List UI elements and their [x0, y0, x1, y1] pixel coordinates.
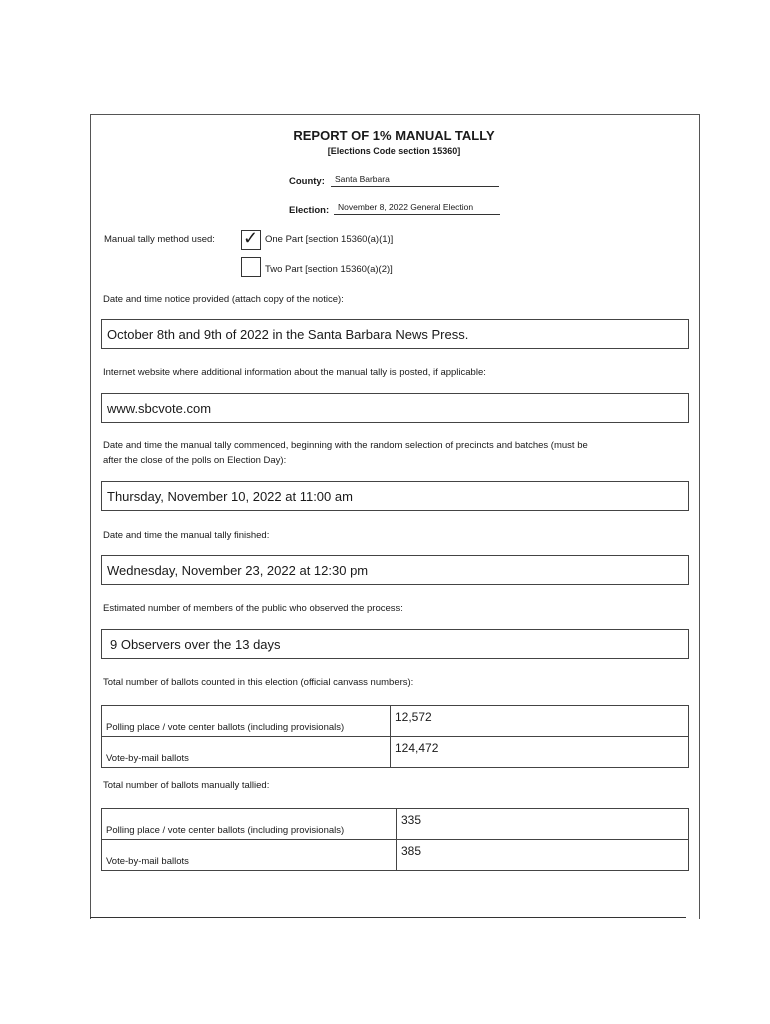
commenced-field[interactable]: Thursday, November 10, 2022 at 11:00 am — [101, 481, 689, 511]
vote-by-mail-tallied-label: Vote-by-mail ballots — [102, 840, 397, 871]
website-field[interactable]: www.sbcvote.com — [101, 393, 689, 423]
county-label: County: — [289, 176, 325, 187]
polling-place-tallied-count[interactable]: 335 — [397, 809, 689, 840]
report-title: REPORT OF 1% MANUAL TALLY — [293, 128, 495, 143]
commenced-label-line2: after the close of the polls on Election Day): — [103, 455, 287, 466]
finished-field[interactable]: Wednesday, November 23, 2022 at 12:30 pm — [101, 555, 689, 585]
election-field[interactable]: November 8, 2022 General Election — [334, 202, 500, 215]
two-part-label: Two Part [section 15360(a)(2)] — [265, 264, 393, 275]
method-label: Manual tally method used: — [104, 234, 215, 245]
report-subtitle: [Elections Code section 15360] — [327, 146, 461, 156]
notice-label: Date and time notice provided (attach copy of the notice): — [103, 294, 344, 305]
table-row — [102, 809, 689, 840]
website-label: Internet website where additional information about the manual tally is posted, if applicable: — [103, 367, 486, 378]
vote-by-mail-count[interactable]: 124,472 — [391, 737, 689, 768]
table-row — [102, 706, 689, 737]
document-bottom-rule — [90, 917, 686, 918]
election-label: Election: — [289, 205, 330, 216]
ballots-counted-table — [101, 705, 689, 768]
table-row — [102, 737, 689, 768]
county-field[interactable]: Santa Barbara — [331, 174, 499, 187]
notice-field[interactable]: October 8th and 9th of 2022 in the Santa Barbara News Press. — [101, 319, 689, 349]
ballots-tallied-table — [101, 808, 689, 871]
checkmark-icon: ✓ — [243, 228, 259, 248]
ballots-counted-label: Total number of ballots counted in this election (official canvass numbers): — [103, 677, 414, 688]
one-part-label: One Part [section 15360(a)(1)] — [265, 234, 394, 245]
polling-place-label: Polling place / vote center ballots (including provisionals) — [102, 706, 391, 737]
commenced-label-line1: Date and time the manual tally commenced, beginning with the random selection of precincts and batches (must be — [103, 440, 588, 451]
vote-by-mail-tallied-count[interactable]: 385 — [397, 840, 689, 871]
finished-label: Date and time the manual tally finished: — [103, 530, 270, 541]
vote-by-mail-label: Vote-by-mail ballots — [102, 737, 391, 768]
polling-place-count[interactable]: 12,572 — [391, 706, 689, 737]
observers-label: Estimated number of members of the public who observed the process: — [103, 603, 403, 614]
observers-field[interactable]: 9 Observers over the 13 days — [101, 629, 689, 659]
table-row — [102, 840, 689, 871]
one-part-checkbox[interactable] — [241, 230, 261, 250]
polling-place-tallied-label: Polling place / vote center ballots (including provisionals) — [102, 809, 397, 840]
ballots-tallied-label: Total number of ballots manually tallied: — [103, 780, 270, 791]
two-part-checkbox[interactable] — [241, 257, 261, 277]
